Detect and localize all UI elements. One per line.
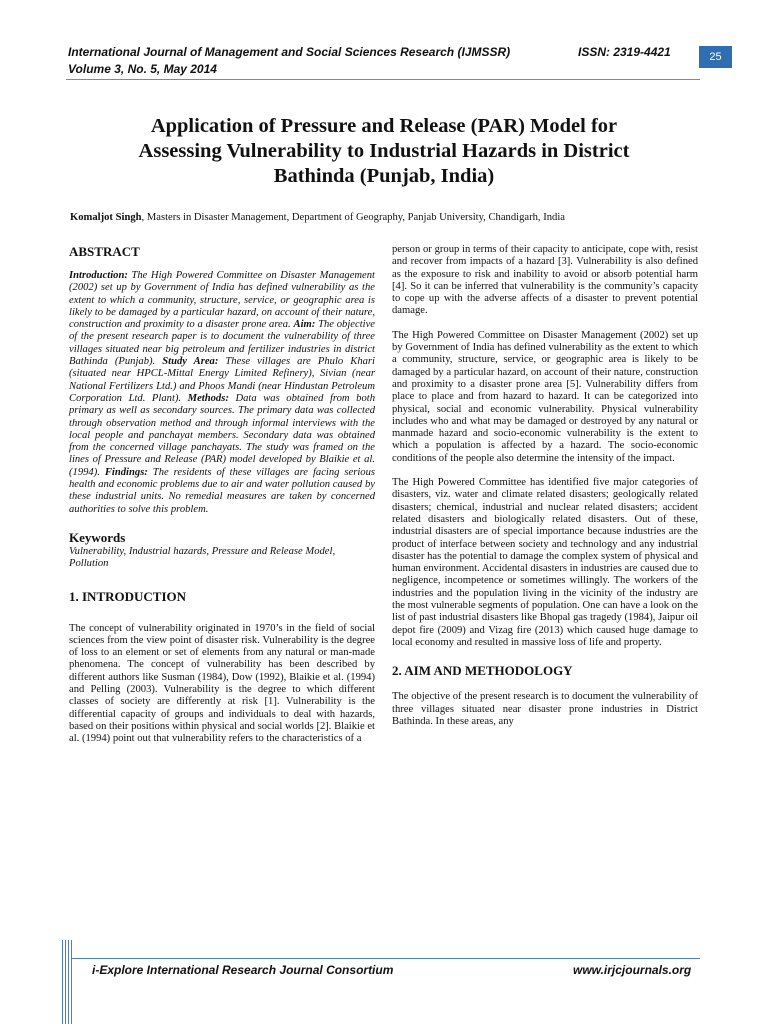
author-affiliation: , Masters in Disaster Management, Department of Geography, Panjab University, Chandigarh, India (141, 212, 565, 223)
issn-label: ISSN: 2319-4421 (578, 45, 671, 59)
aim-methodology-paragraph-1: The objective of the present research is to document the vulnerability of three villages situated near disaster prone industries in District Bathinda. In these areas, any (392, 691, 698, 727)
title-line-1: Application of Pressure and Release (PAR) Model for (150, 115, 618, 137)
abstract-intro-label: Introduction: (69, 270, 128, 281)
abstract-findings-label: Findings: (104, 466, 148, 478)
paper-title (90, 114, 678, 189)
abstract-aim-text: The objective of the present research paper is to document the vulnerability of three villages situated near big petroleum and fertilizer industries in district Bathinda (Punjab). (69, 319, 375, 368)
journal-name: International Journal of Management and Social Sciences Research (IJMSSR) (68, 45, 511, 59)
abstract-text (69, 270, 375, 516)
footer-consortium: i-Explore International Research Journal Consortium (92, 963, 394, 977)
title-line-2: Assessing Vulnerability to Industrial Hazards in District (138, 140, 630, 162)
title-line-3: Bathinda (Punjab, India) (273, 165, 495, 187)
header-divider (66, 79, 700, 80)
footer-bar (65, 940, 66, 1024)
abstract-aim-label: Aim: (293, 319, 316, 331)
left-column (69, 244, 375, 746)
introduction-paragraph-2: The High Powered Committee on Disaster Management (2002) set up by Government of India has defined vulnerability as the extent to which a community, structure, service, or geographic area is likely to be damaged by a particular hazard, on account of their nature, construction and proximity to a disaster prone area [5]. Vulnerability differs from place to place and from hazard to hazard. It can be categorized into physical, social and economic vulnerability. Physical vulnerability includes who and what may be damaged or destroyed by any natural or manmade hazard and socio-economic vulnerability is the extent to which a population is affected by a hazard. The socio-economic conditions of the people also determine the intensity of the impact. (392, 329, 698, 464)
journal-header (68, 44, 510, 78)
footer-bar (62, 940, 63, 1024)
abstract-heading: ABSTRACT (69, 244, 140, 259)
right-column (392, 244, 698, 728)
introduction-paragraph-1-continued: person or group in terms of their capacity to anticipate, cope with, resist and recover from impacts of a hazard [3]. Vulnerability is also defined as the exposure to risk and inability to avoid or absorb potential harm [4]. So it can be inferred that vulnerability is the community’s capacity to cope up with the adverse affects of a disaster to prevent potential damage. (392, 244, 698, 317)
keywords-heading: Keywords (69, 529, 126, 545)
abstract-study-label: Study Area: (162, 356, 219, 368)
introduction-heading: 1. INTRODUCTION (69, 588, 187, 604)
keywords-text: Vulnerability, Industrial hazards, Pressure and Release Model, Pollution (69, 545, 336, 570)
abstract-study-text: These villages are Phulo Khari (situated near HPCL-Mittal Energy Limited Refinery), Sivian (near National Fertilizers Ltd.) and Phoos Mandi (near Hindustan Petroleum Corporation Ltd. Plant). (69, 356, 375, 404)
footer-divider (72, 958, 700, 959)
abstract-methods-text: Data was obtained from both primary as well as secondary sources. The primary data was collected through observation method and through informal interviews with the local people and panchayat members. Secondary data was obtained from the concerned village panchayats. The study was framed on the lines of Pressure and Release (PAR) model developed by Blaikie et al. (1994). (69, 392, 375, 478)
abstract-intro-text: The High Powered Committee on Disaster Management (2002) set up by Government of India has defined vulnerability as the extent to which a community, structure, service, or geographic area is likely to be damaged by a particular hazard, on account of their nature, construction and proximity to a disaster prone area. (69, 270, 375, 331)
footer-bar (68, 940, 69, 1024)
abstract-findings-text: The residents of these villages are facing serious health and economic problems due to air and water pollution caused by these industrial units. No remedial measures are taken by concerned authorities to solve this problem. (69, 466, 375, 515)
introduction-paragraph-3: The High Powered Committee has identified five major categories of disasters, viz. water and climate related disasters; geologically related disasters; chemical, industrial and nuclear related disasters; accident related disasters and biologically related disasters. Out of these, industrial disasters are of special importance because industries are the product of interface between society and technology and any industrial disaster has the potential to damage the complex system of physical and human environment. Accidental disasters in industries are caused due to negligence, incompetence or sometimes willingly. The workers of the industries and the population living in the vicinity of the industry are the most vulnerable segments of population. One can have a look on the list of past industrial disasters like Bhopal gas tragedy (1984), Jaipur oil depot fire (2009) and Vizag fire (2013) which caused huge damage to local economy and resulted in massive loss of life and property. (392, 477, 698, 648)
author-name: Komaljot Singh (70, 212, 142, 223)
abstract-methods-label: Methods: (187, 392, 229, 404)
footer-decorative-bars (62, 940, 72, 1024)
aim-methodology-heading: 2. AIM AND METHODOLOGY (392, 663, 573, 679)
page-number-badge: 25 (699, 46, 732, 68)
journal-volume: Volume 3, No. 5, May 2014 (68, 62, 217, 76)
introduction-paragraph-1: The concept of vulnerability originated in 1970’s in the field of social sciences from the view point of disaster risk. Vulnerability is the degree of loss to an element or set of elements from any natural or man-made phenomena. The concept of vulnerability has been described by different authors like Susman (1984), Dow (1992), Blaikie et al. (1994) and Pelling (2003). Vulnerability is the degree to which different classes of society are differently at risk [1]. Vulnerability is the differential capacity of groups and individuals to deal with hazards, based on their positions within physical and social worlds [2]. Blaikie et al. (1994) point out that vulnerability refers to the characteristics of a (69, 622, 375, 745)
footer-website: www.irjcjournals.org (573, 963, 692, 977)
footer-bar (71, 940, 72, 1024)
author-line (70, 211, 700, 224)
